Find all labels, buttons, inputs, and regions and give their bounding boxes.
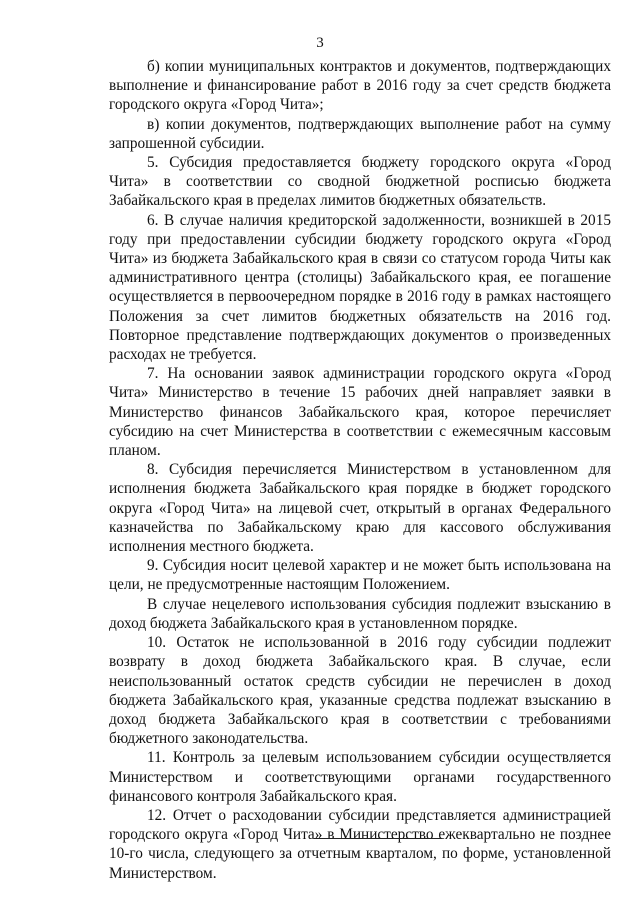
paragraph-7: 7. На основании заявок администрации городского округа «Город Чита» Министерство в течение 15 рабочих дней направляет заявки в Министерство финансов Забайкальского края, которое перечисляет субсидию на счет Министерства в соответствии с ежемесячным кассовым планом.	[109, 365, 611, 460]
end-separator-line	[314, 838, 442, 839]
paragraph-6: 6. В случае наличия кредиторской задолженности, возникшей в 2015 году при предоставлении субсидии бюджету городского округа «Город Чита» из бюджета Забайкальского края в связи со статусом города Читы как административного центра (столицы) Забайкальского края, ее погашение осуществляется в первоочередном порядке в 2016 году в рамках настоящего Положения за счет лимитов бюджетных обязательств на 2016 год. Повторное представление подтверждающих документов о произведенных расходах не требуется.	[109, 211, 611, 364]
paragraph-11: 11. Контроль за целевым использованием субсидии осуществляется Министерством и соответствующими органами государственного финансового контроля Забайкальского края.	[109, 749, 611, 805]
page-number: 3	[316, 35, 324, 51]
paragraph-item-v: в) копии документов, подтверждающих выполнение работ на сумму запрошенной субсидии.	[109, 115, 611, 152]
document-body	[109, 57, 611, 883]
paragraph-9: 9. Субсидия носит целевой характер и не может быть использована на цели, не предусмотренные настоящим Положением.	[109, 557, 611, 594]
paragraph-9-continuation: В случае нецелевого использования субсидия подлежит взысканию в доход бюджета Забайкальского края в установленном порядке.	[109, 595, 611, 632]
paragraph-8: 8. Субсидия перечисляется Министерством в установленном для исполнения бюджета Забайкальского края порядке в бюджет городского округа «Город Чита» на лицевой счет, открытый в органах Федерального казначейства по Забайкальскому краю для кассового обслуживания исполнения местного бюджета.	[109, 461, 611, 556]
paragraph-12: 12. Отчет о расходовании субсидии представляется администрацией городского округа «Город Чита» в Министерство ежеквартально не позднее 10-го числа, следующего за отчетным кварталом, по форме, установленной Министерством.	[109, 806, 611, 882]
paragraph-item-b: б) копии муниципальных контрактов и документов, подтверждающих выполнение и финансирование работ в 2016 году за счет средств бюджета городского округа «Город Чита»;	[109, 58, 611, 114]
paragraph-5: 5. Субсидия предоставляется бюджету городского округа «Город Чита» в соответствии со сводной бюджетной росписью бюджета Забайкальского края в пределах лимитов бюджетных обязательств.	[109, 154, 611, 210]
paragraph-10: 10. Остаток не использованной в 2016 году субсидии подлежит возврату в доход бюджета Забайкальского края. В случае, если неиспользованный остаток средств субсидии не перечислен в доход бюджета Забайкальского края, указанные средства подлежат взысканию в доход бюджета Забайкальского края в соответствии с требованиями бюджетного законодательства.	[109, 634, 611, 748]
